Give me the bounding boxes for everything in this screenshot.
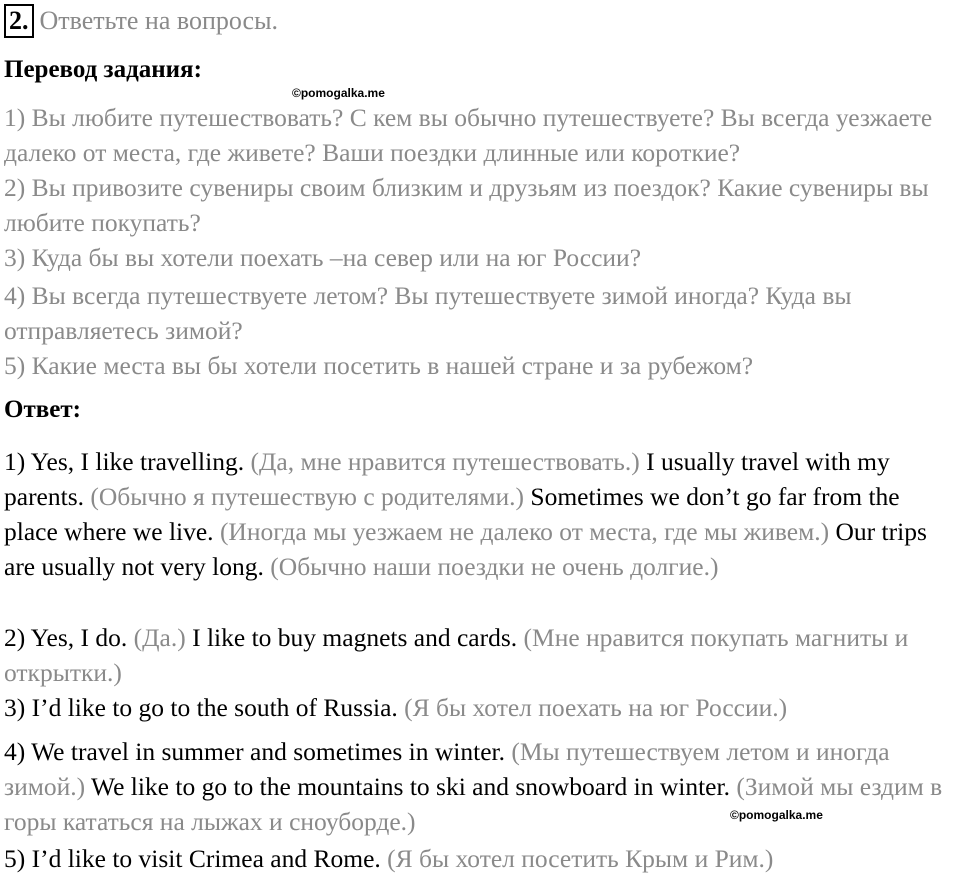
answer-1-russian-2: (Обычно я путешествую с родителями.) [90, 482, 525, 511]
task-number: 2. [4, 4, 34, 38]
answer-4-english-1: 4) We travel in summer and sometimes in winter. [4, 737, 505, 766]
question-4: 4) Вы всегда путешествуете летом? Вы путешествуете зимой иногда? Куда вы отправляетесь зимой? [4, 281, 852, 345]
answer-4-english-2: We like to go to the mountains to ski and snowboard in winter. [91, 772, 730, 801]
question-1: 1) Вы любите путешествовать? С кем вы обычно путешествуете? Вы всегда уезжаете далеко от места, где живете? Ваши поездки длинные или короткие? [4, 103, 933, 167]
question-3: 3) Куда бы вы хотели поехать –на север или на юг России? [4, 243, 642, 272]
answer-4-russian-2: (Зимой мы ездим в горы кататься на лыжах и сноуборде.) [4, 772, 943, 836]
question-2: 2) Вы привозите сувениры своим близким и друзьям из поездок? Какие сувениры вы любите покупать? [4, 173, 929, 237]
answer-5-english-1: 5) I’d like to visit Crimea and Rome. [4, 844, 381, 873]
answer-4-russian-1: (Мы путешествуем летом и иногда зимой.) [4, 737, 890, 801]
answer-2-english-2: I like to buy magnets and cards. [192, 623, 518, 652]
answer-3-english-1: 3) I’d like to go to the south of Russia. [4, 693, 398, 722]
answer-2-english-1: 2) Yes, I do. [4, 623, 128, 652]
answer-1-english-2: I usually travel with my parents. [4, 447, 890, 511]
answer-1-english-4: Our trips are usually not very long. [4, 517, 927, 581]
answer-1-russian-4: (Обычно наши поездки не очень долгие.) [270, 552, 719, 581]
watermark-bottom: ©pomogalka.me [730, 808, 823, 822]
answer-1-english-1: 1) Yes, I like travelling. [4, 447, 245, 476]
question-5: 5) Какие места вы бы хотели посетить в нашей стране и за рубежом? [4, 351, 754, 380]
watermark-top: ©pomogalka.me [292, 86, 385, 100]
answer-2 [4, 620, 956, 690]
answer-3-russian-1: (Я бы хотел поехать на юг России.) [404, 693, 788, 722]
answer-2-russian-2: (Мне нравится покупать магниты и открытки.) [4, 623, 909, 687]
answer-1-russian-3: (Иногда мы уезжаем не далеко от места, где мы живем.) [219, 517, 830, 546]
answer-1 [4, 444, 956, 584]
answer-2-russian-1: (Да.) [133, 623, 186, 652]
answer-4 [4, 734, 956, 839]
answer-5-russian-1: (Я бы хотел посетить Крым и Рим.) [387, 844, 774, 873]
translation-heading: Перевод задания: [4, 56, 202, 83]
answer-5 [4, 841, 956, 876]
task-header [4, 4, 278, 38]
task-title: Ответьте на вопросы. [39, 6, 279, 35]
answer-heading: Ответ: [4, 396, 81, 423]
answer-3 [4, 690, 956, 725]
answer-1-russian-1: (Да, мне нравится путешествовать.) [250, 447, 640, 476]
answer-1-english-3: Sometimes we don’t go far from the place where we live. [4, 482, 900, 546]
